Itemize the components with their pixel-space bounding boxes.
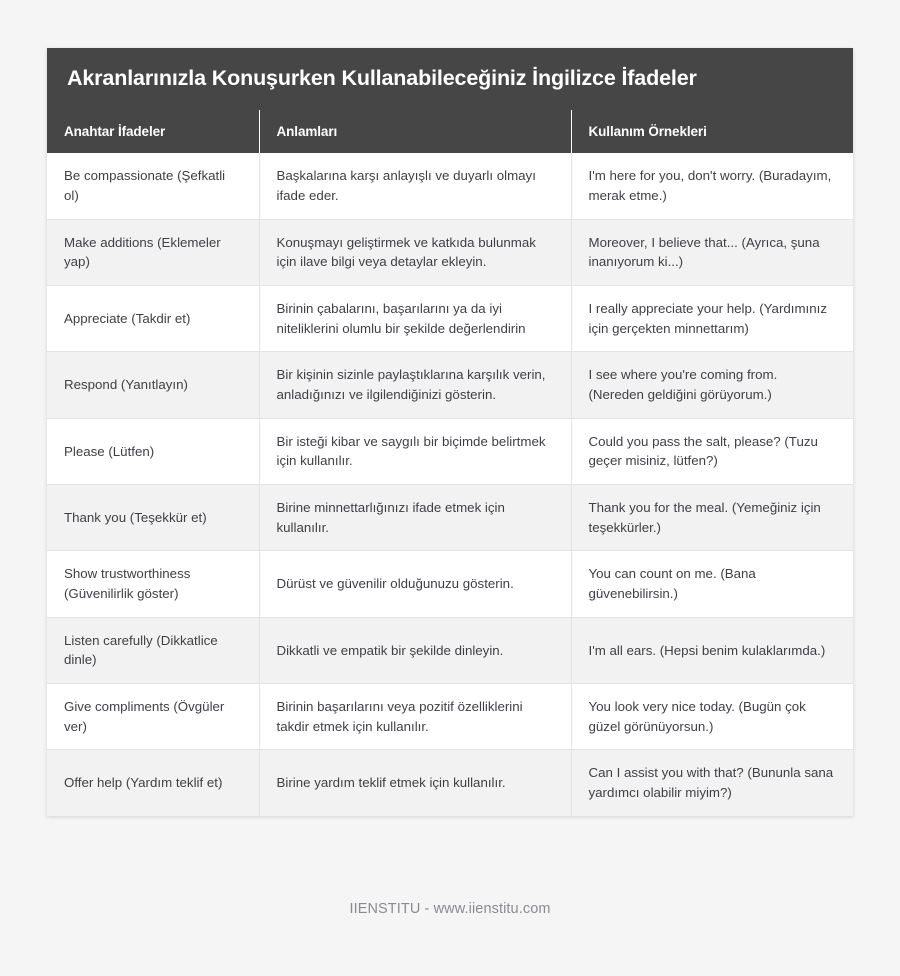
title-bar [47,48,853,110]
cell-meaning: Dürüst ve güvenilir olduğunuzu gösterin. [259,551,571,617]
cell-key: Be compassionate (Şefkatli ol) [47,153,259,219]
table-row [47,485,853,551]
cell-example: Thank you for the meal. (Yemeğiniz için teşekkürler.) [571,485,853,551]
table-body [47,153,853,815]
footer [0,900,900,918]
phrases-table [47,110,853,815]
column-header-example: Kullanım Örnekleri [571,110,853,153]
cell-example: Can I assist you with that? (Bununla sana yardımcı olabilir miyim?) [571,750,853,816]
cell-meaning: Birinin başarılarını veya pozitif özelliklerini takdir etmek için kullanılır. [259,684,571,750]
cell-key: Offer help (Yardım teklif et) [47,750,259,816]
cell-example: You can count on me. (Bana güvenebilirsin.) [571,551,853,617]
cell-key: Respond (Yanıtlayın) [47,352,259,418]
table-row [47,418,853,484]
cell-meaning: Konuşmayı geliştirmek ve katkıda bulunmak için ilave bilgi veya detaylar ekleyin. [259,219,571,285]
cell-meaning: Birinin çabalarını, başarılarını ya da iyi niteliklerini olumlu bir şekilde değerlendirin [259,286,571,352]
table-row [47,286,853,352]
cell-example: I see where you're coming from. (Nereden geldiğini görüyorum.) [571,352,853,418]
cell-key: Please (Lütfen) [47,418,259,484]
cell-meaning: Birine yardım teklif etmek için kullanılır. [259,750,571,816]
cell-key: Listen carefully (Dikkatlice dinle) [47,617,259,683]
table-row [47,352,853,418]
table-header-row [47,110,853,153]
cell-example: I'm all ears. (Hepsi benim kulaklarımda.) [571,617,853,683]
table-row [47,617,853,683]
cell-meaning: Birine minnettarlığınızı ifade etmek için kullanılır. [259,485,571,551]
cell-example: I'm here for you, don't worry. (Buradayım, merak etme.) [571,153,853,219]
table-row [47,750,853,816]
cell-example: Moreover, I believe that... (Ayrıca, şuna inanıyorum ki...) [571,219,853,285]
table-row [47,684,853,750]
cell-meaning: Başkalarına karşı anlayışlı ve duyarlı olmayı ifade eder. [259,153,571,219]
cell-key: Thank you (Teşekkür et) [47,485,259,551]
cell-key: Show trustworthiness (Güvenilirlik göster) [47,551,259,617]
cell-example: Could you pass the salt, please? (Tuzu geçer misiniz, lütfen?) [571,418,853,484]
column-header-meaning: Anlamları [259,110,571,153]
table-row [47,153,853,219]
page-title: Akranlarınızla Konuşurken Kullanabileceğiniz İngilizce İfadeler [67,66,697,90]
cell-meaning: Bir kişinin sizinle paylaştıklarına karşılık verin, anladığınızı ve ilgilendiğinizi gösterin. [259,352,571,418]
cell-meaning: Bir isteği kibar ve saygılı bir biçimde belirtmek için kullanılır. [259,418,571,484]
cell-key: Appreciate (Takdir et) [47,286,259,352]
table-row [47,219,853,285]
column-header-key: Anahtar İfadeler [47,110,259,153]
infographic-card [47,48,853,816]
cell-meaning: Dikkatli ve empatik bir şekilde dinleyin. [259,617,571,683]
footer-brand-text: IIENSTITU - www.iienstitu.com [349,901,551,917]
cell-example: I really appreciate your help. (Yardımınız için gerçekten minnettarım) [571,286,853,352]
cell-key: Make additions (Eklemeler yap) [47,219,259,285]
cell-key: Give compliments (Övgüler ver) [47,684,259,750]
cell-example: You look very nice today. (Bugün çok güzel görünüyorsun.) [571,684,853,750]
table-row [47,551,853,617]
table-head [47,110,853,153]
